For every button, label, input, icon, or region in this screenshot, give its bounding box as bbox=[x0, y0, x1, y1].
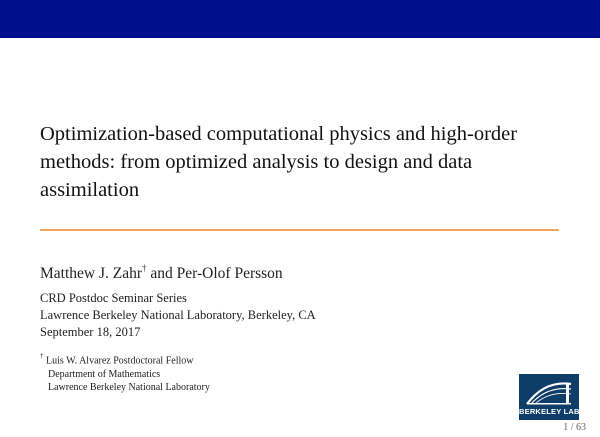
footnote-department: Department of Mathematics bbox=[48, 368, 161, 380]
author-zahr: Matthew J. Zahr bbox=[40, 265, 143, 283]
title-divider bbox=[40, 229, 559, 231]
author-connector: and bbox=[146, 265, 177, 283]
footnote-lab: Lawrence Berkeley National Laboratory bbox=[48, 382, 210, 394]
date: September 18, 2017 bbox=[40, 325, 141, 339]
author-line bbox=[40, 264, 283, 283]
author-persson: Per-Olof Persson bbox=[176, 265, 283, 283]
footnote-fellowship: Luis W. Alvarez Postdoctoral Fellow bbox=[46, 355, 194, 367]
seminar-series: CRD Postdoc Seminar Series bbox=[40, 291, 187, 305]
venue: Lawrence Berkeley National Laboratory, Berkeley, CA bbox=[40, 308, 316, 322]
berkeley-lab-logo bbox=[519, 374, 579, 420]
page-number: 1 / 63 bbox=[563, 422, 586, 433]
header-bar bbox=[0, 0, 600, 38]
event-info bbox=[40, 290, 316, 341]
logo-text: BERKELEY LAB bbox=[519, 407, 580, 416]
affiliation-footnote bbox=[40, 351, 210, 395]
footnote-mark: † bbox=[40, 352, 44, 360]
slide-title: Optimization-based computational physics and high-order methods: from optimized analysis to design and data assimilation bbox=[40, 123, 518, 201]
author-footnote-mark: † bbox=[142, 263, 147, 273]
